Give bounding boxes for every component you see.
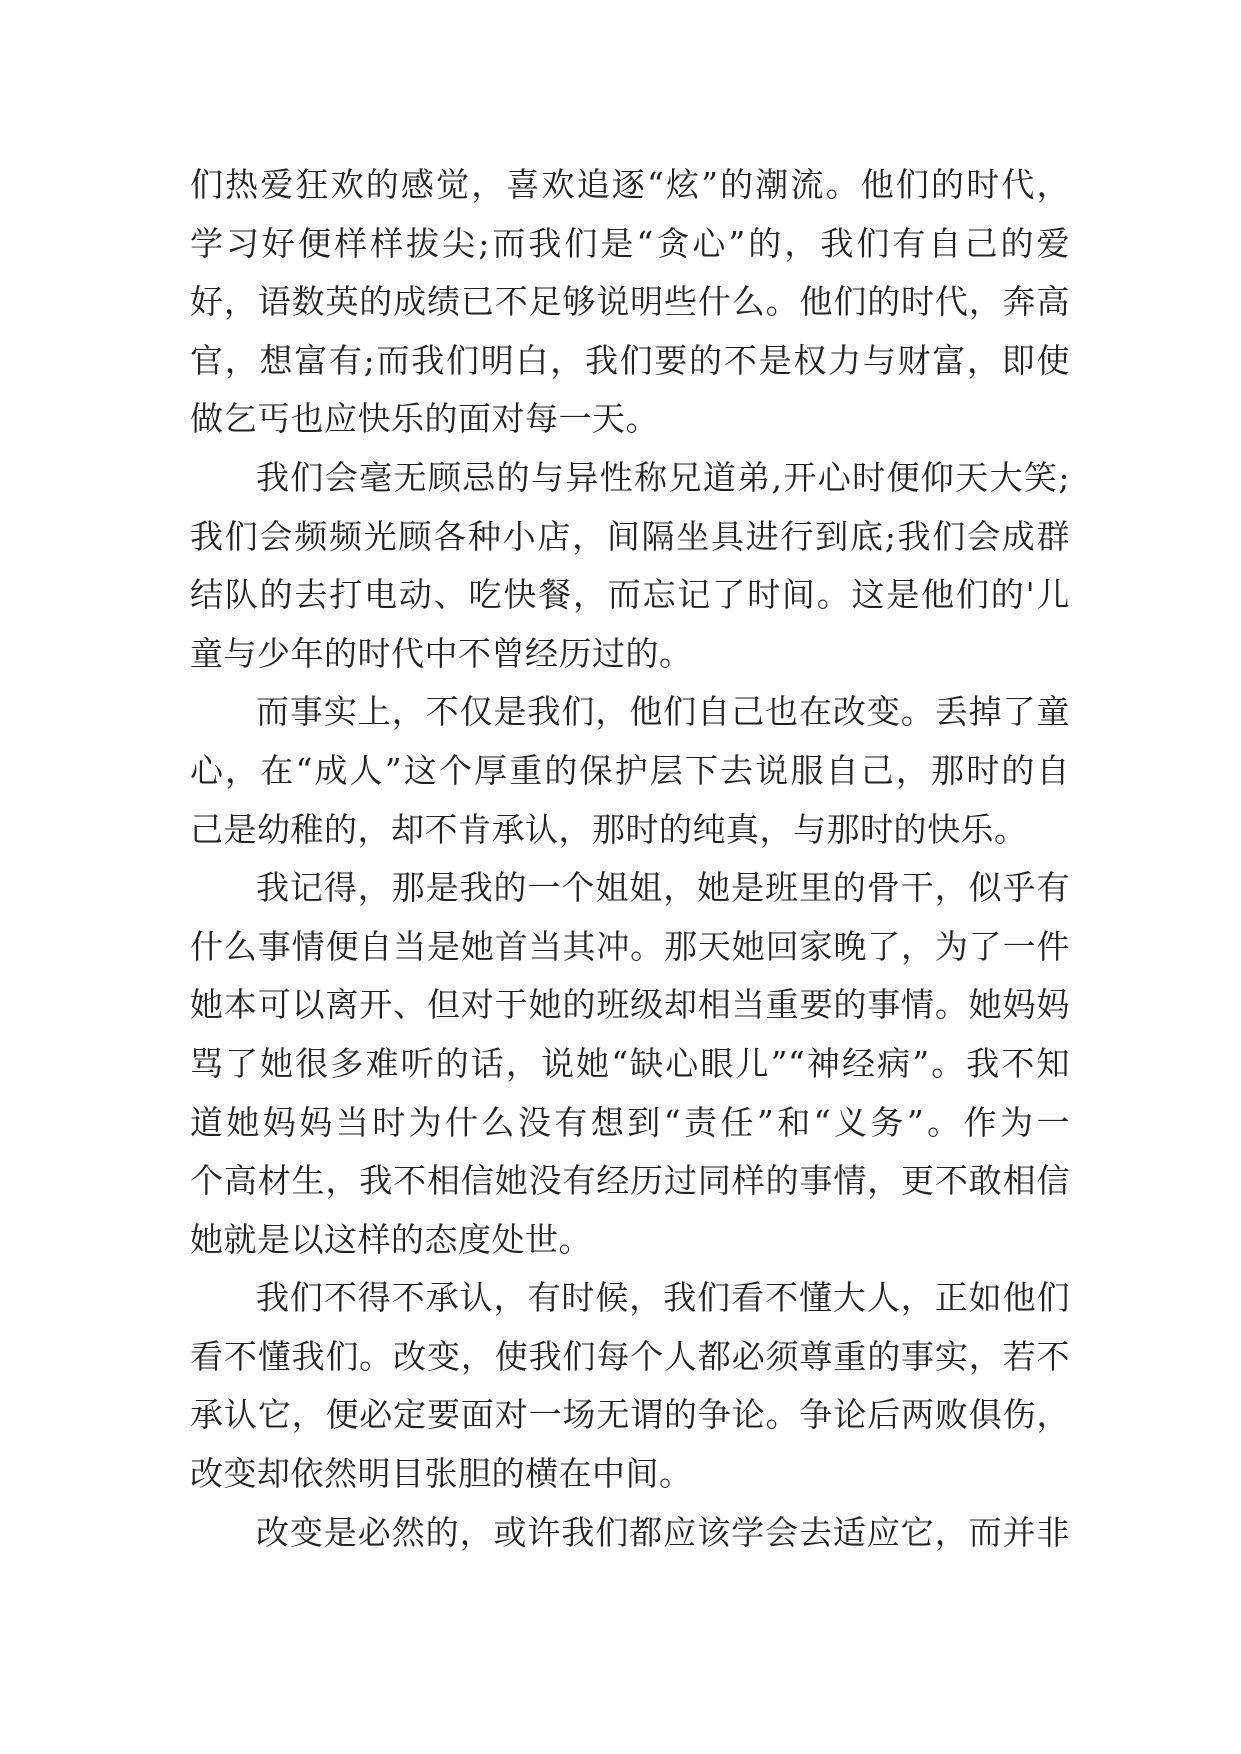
text-line: 她就是以这样的态度处世。 — [190, 1219, 592, 1259]
text-line: 承认它，便必定要面对一场无谓的争论。争论后两败俱伤， — [190, 1395, 1070, 1435]
text-line: 什么事情便自当是她首当其冲。那天她回家晚了，为了一件 — [190, 926, 1070, 966]
paragraph — [190, 449, 1070, 683]
paragraph — [190, 859, 1070, 1269]
text-line: 好，语数英的成绩已不足够说明些什么。他们的时代，奔高 — [190, 282, 1070, 322]
text-line: 而事实上，不仅是我们，他们自己也在改变。丢掉了童 — [256, 692, 1070, 732]
text-line: 结队的去打电动、吃快餐，而忘记了时间。这是他们的'儿 — [190, 575, 1070, 615]
text-line: 看不懂我们。改变，使我们每个人都必须尊重的事实，若不 — [190, 1336, 1070, 1376]
text-line: 她本可以离开、但对于她的班级却相当重要的事情。她妈妈 — [190, 985, 1070, 1025]
text-line: 我记得，那是我的一个姐姐，她是班里的骨干，似乎有 — [256, 868, 1070, 908]
text-line: 心，在“成人”这个厚重的保护层下去说服自己，那时的自 — [190, 750, 1070, 790]
paragraph — [190, 683, 1070, 859]
paragraph — [190, 156, 1070, 449]
paragraph — [190, 1269, 1070, 1503]
text-line: 个高材生，我不相信她没有经历过同样的事情，更不敢相信 — [190, 1161, 1070, 1201]
text-line: 我们会毫无顾忌的与异性称兄道弟,开心时便仰天大笑; — [256, 457, 1070, 497]
document-body — [190, 156, 1070, 1562]
paragraph — [190, 1504, 1070, 1563]
text-line: 做乞丐也应快乐的面对每一天。 — [190, 399, 659, 439]
text-line: 我们不得不承认，有时候，我们看不懂大人，正如他们 — [256, 1278, 1070, 1318]
text-line: 童与少年的时代中不曾经历过的。 — [190, 633, 693, 673]
text-line: 官，想富有;而我们明白，我们要的不是权力与财富，即使 — [190, 340, 1070, 380]
text-line: 骂了她很多难听的话，说她“缺心眼儿”“神经病”。我不知 — [190, 1043, 1070, 1083]
text-line: 们热爱狂欢的感觉，喜欢追逐“炫”的潮流。他们的时代， — [190, 165, 1070, 204]
text-line: 我们会频频光顾各种小店，间隔坐具进行到底;我们会成群 — [190, 516, 1070, 556]
text-line: 学习好便样样拔尖;而我们是“贪心”的，我们有自己的爱 — [190, 223, 1070, 263]
text-line: 改变却依然明目张胆的横在中间。 — [190, 1454, 693, 1494]
text-line: 己是幼稚的，却不肯承认，那时的纯真，与那时的快乐。 — [190, 809, 1028, 849]
text-line: 道她妈妈当时为什么没有想到“责任”和“义务”。作为一 — [190, 1102, 1070, 1142]
text-line: 改变是必然的，或许我们都应该学会去适应它，而并非 — [256, 1512, 1070, 1552]
